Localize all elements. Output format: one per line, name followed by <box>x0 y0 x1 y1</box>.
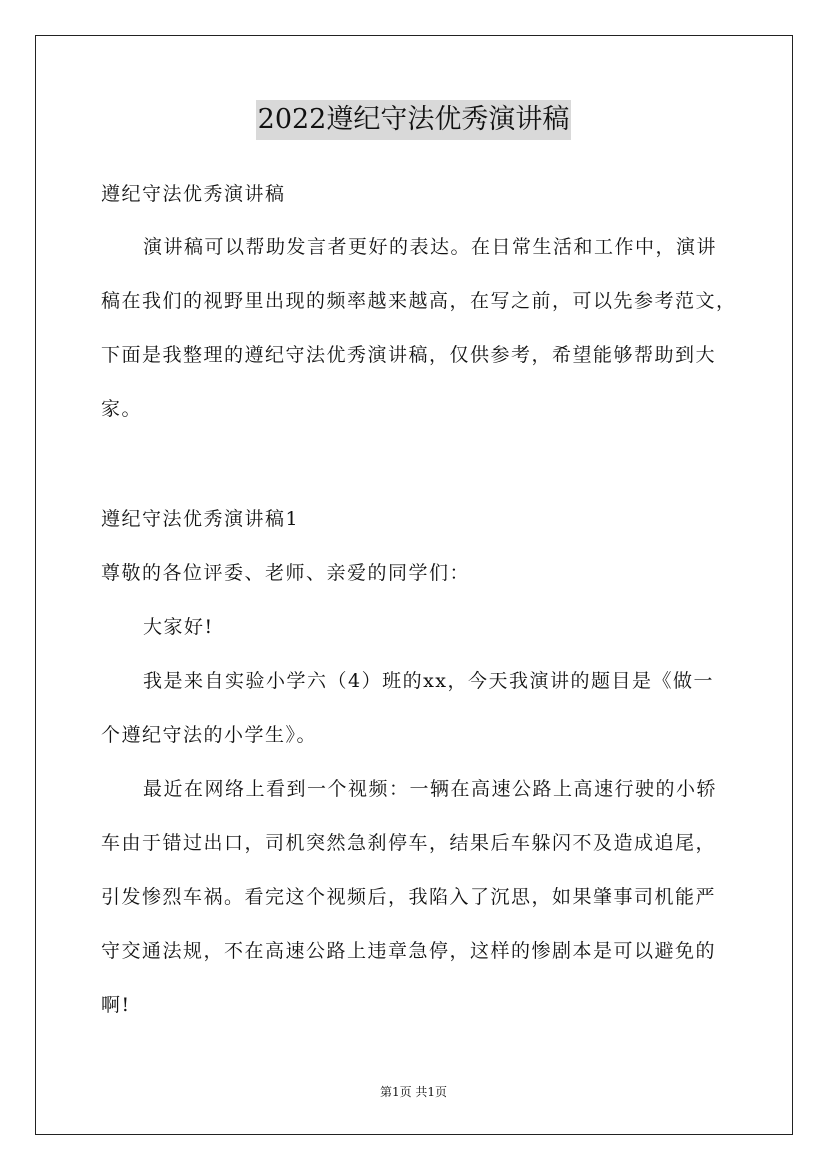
intro-line-2: 稿在我们的视野里出现的频率越来越高，在写之前，可以先参考范文， <box>101 290 737 312</box>
document-title: 2022遵纪守法优秀演讲稿 <box>256 100 572 140</box>
page-number: 第1页 共1页 <box>379 1085 448 1099</box>
intro-line-3: 下面是我整理的遵纪守法优秀演讲稿，仅供参考，希望能够帮助到大 <box>101 344 717 366</box>
para1-line-2: 个遵纪守法的小学生》。 <box>101 724 318 746</box>
para1-line-1: 我是来自实验小学六（4）班的xx，今天我演讲的题目是《做一 <box>143 670 715 692</box>
intro-line-4: 家。 <box>101 398 143 420</box>
para2-line-2: 车由于错过出口，司机突然急刹停车，结果后车躲闪不及造成追尾， <box>101 832 717 854</box>
para2-line-1: 最近在网络上看到一个视频：一辆在高速公路上高速行驶的小轿 <box>143 778 718 800</box>
para2-line-5: 啊! <box>101 994 131 1016</box>
para2-line-4: 守交通法规，不在高速公路上违章急停，这样的惨剧本是可以避免的 <box>101 940 717 962</box>
greeting: 大家好! <box>143 616 214 638</box>
para2-line-3: 引发惨烈车祸。看完这个视频后，我陷入了沉思，如果肇事司机能严 <box>101 886 717 908</box>
intro-line-1: 演讲稿可以帮助发言者更好的表达。在日常生活和工作中，演讲 <box>143 236 718 258</box>
section-heading: 遵纪守法优秀演讲稿1 <box>101 508 300 530</box>
title-container <box>0 100 827 140</box>
salutation: 尊敬的各位评委、老师、亲爱的同学们： <box>101 562 471 584</box>
document-subtitle: 遵纪守法优秀演讲稿 <box>101 183 286 205</box>
